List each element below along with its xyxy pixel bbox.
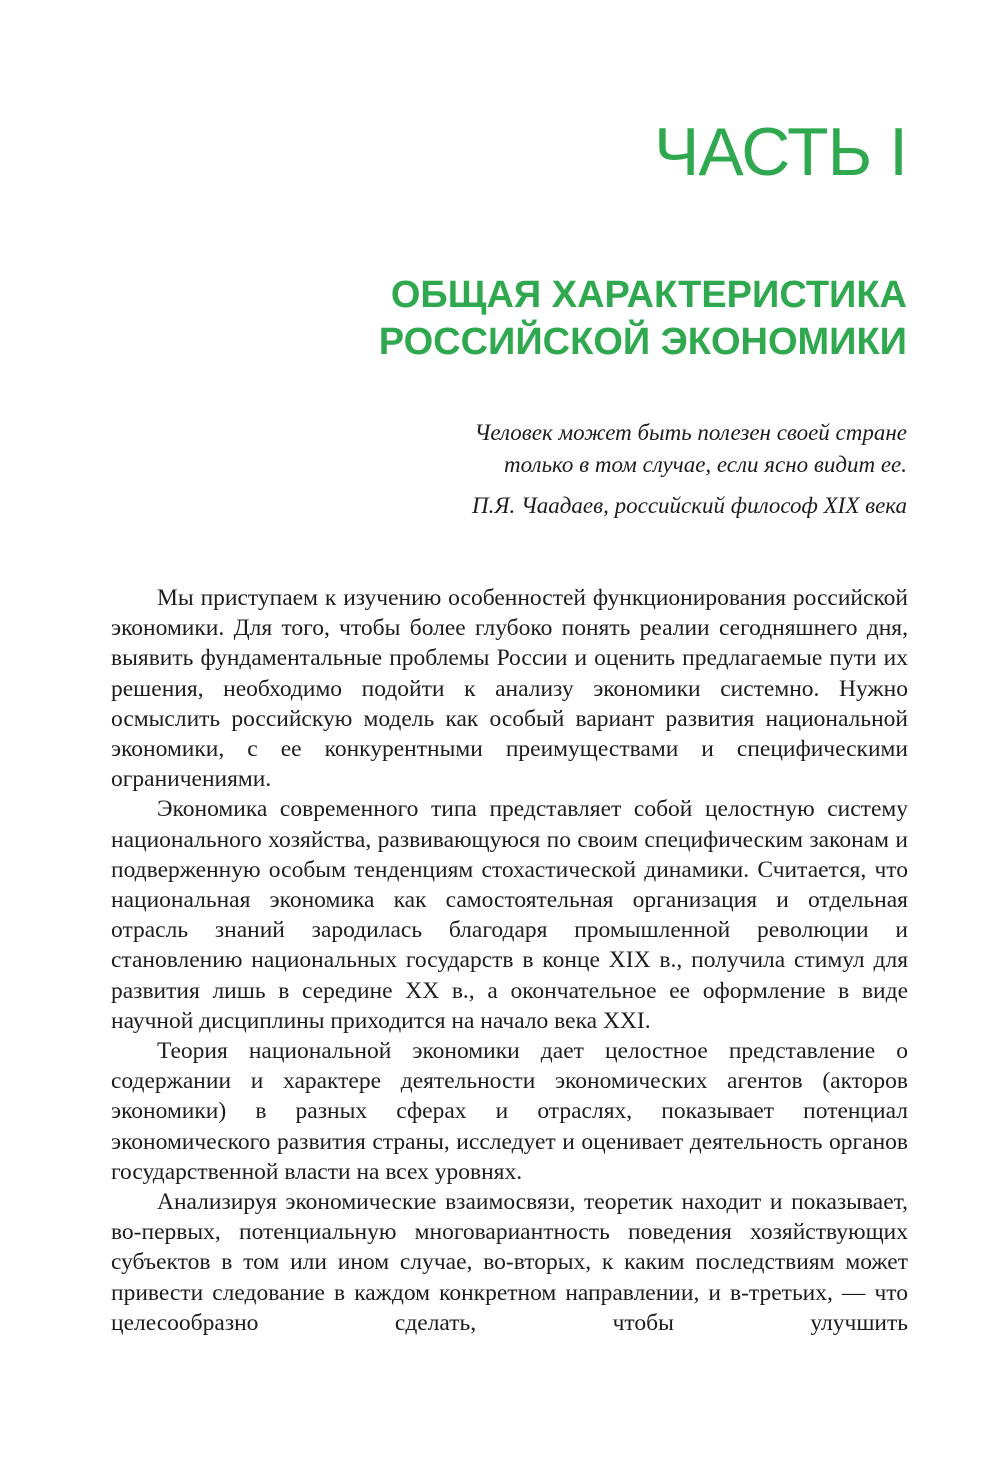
epigraph-author: П.Я. Чаадаев, российский философ XIX века <box>471 493 907 518</box>
paragraph-4: Анализируя экономические взаимосвязи, теоретик находит и показывает, во-первых, потенциальную многовариантность поведения хозяйствующих субъектов в том или ином случае, во-вторых, к каким последствиям может привести следование в каждом конкретном направлении, и в-третьих, — что целесообразно сделать, чтобы улучшить <box>111 1189 908 1336</box>
paragraph-2: Экономика современного типа представляет собой целостную систему национального хозяйства, развивающуюся по своим специфическим законам и подверженную особым тенденциям стохастической динамики. Считается, что национальная экономика как самостоятельная организация и отдельная отрасль знаний зародилась благодаря промышленной революции и становлению национальных государств в конце XIX в., получила стимул для развития лишь в середине XX в., а окончательное ее оформление в виде научной дисциплины приходится на начало века XXI. <box>111 796 908 1034</box>
part-title: ЧАСТЬ I <box>654 114 907 190</box>
paragraph-1: Мы приступаем к изучению особенностей функционирования российской экономики. Для того, чтобы более глубоко понять реалии сегодняшнего дня, выявить фундаментальные проблемы России и оценить предлагаемые пути их решения, необходимо подойти к анализу экономики системно. Нужно осмыслить российскую модель как особый вариант развития национальной экономики, с ее конкурентными преимуществами и специфическими ограничениями. <box>111 585 908 793</box>
body-text <box>111 583 908 1338</box>
chapter-title <box>267 272 907 366</box>
epigraph <box>347 417 907 522</box>
epigraph-line-2: только в том случае, если ясно видит ее. <box>504 452 907 477</box>
chapter-title-line-1: ОБЩАЯ ХАРАКТЕРИСТИКА <box>390 274 907 316</box>
chapter-title-line-2: РОССИЙСКОЙ ЭКОНОМИКИ <box>378 321 907 363</box>
paragraph-3: Теория национальной экономики дает целостное представление о содержании и характере деятельности экономических агентов (акторов экономики) в разных сферах и отраслях, показывает потенциал экономического развития страны, исследует и оценивает деятельность органов государственной власти на всех уровнях. <box>111 1038 908 1185</box>
epigraph-line-1: Человек может быть полезен своей стране <box>474 420 907 445</box>
